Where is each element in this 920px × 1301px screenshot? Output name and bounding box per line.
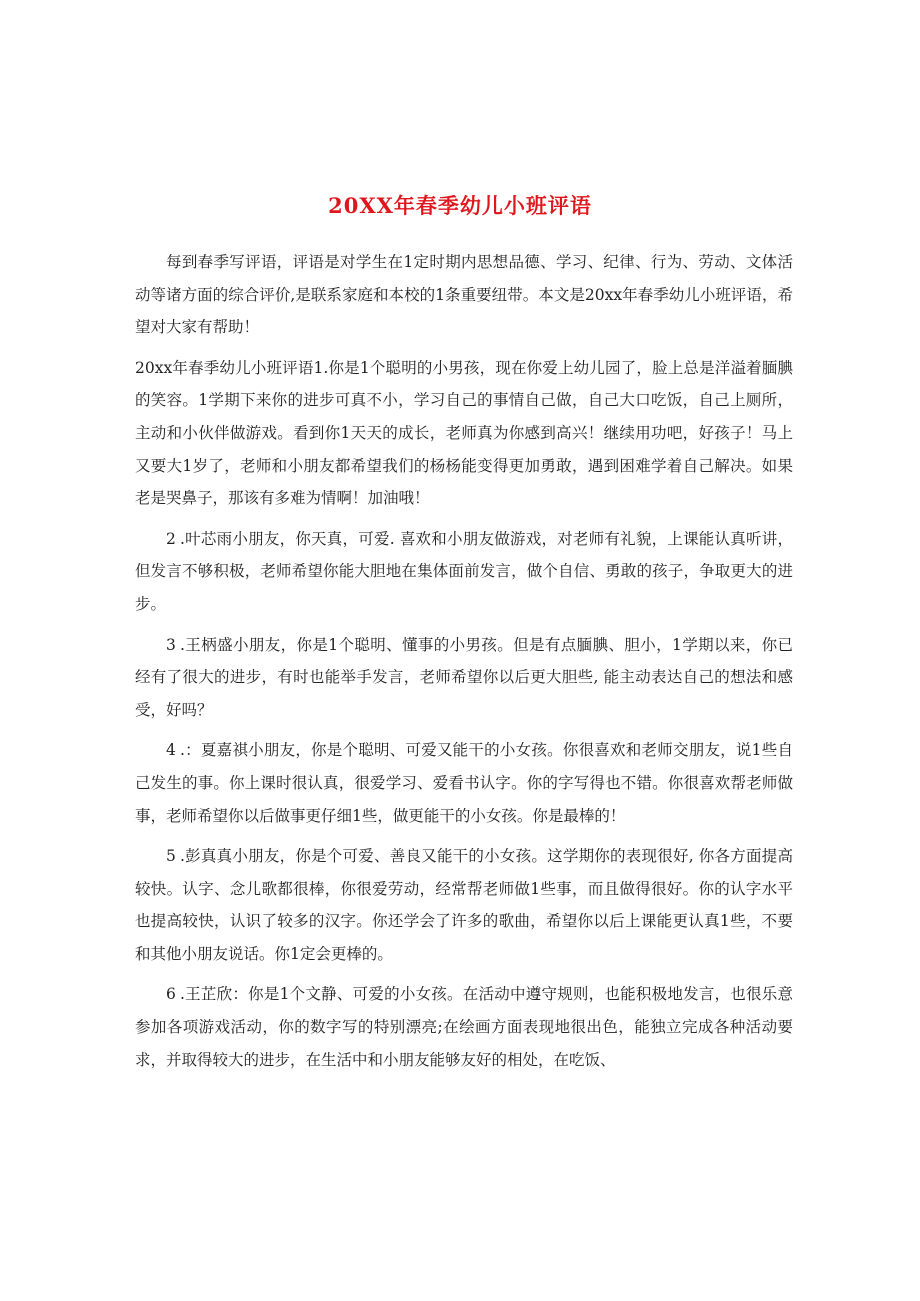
item-number: 4	[166, 741, 176, 760]
item-text: .王柄盛小朋友，你是1个聪明、懂事的小男孩。但是有点腼腆、胆小，1学期以来，你已经有了很大的进步，有时也能举手发言，老师希望你以后更大胆些, 能主动表达自己的想法和感受，好吗？	[135, 635, 793, 719]
item-number: 6	[166, 985, 176, 1004]
item-text: .：夏嘉祺小朋友，你是个聪明、可爱又能干的小女孩。你很喜欢和老师交朋友，说1些自己发生的事。你上课时很认真，很爱学习、爱看书认字。你的字写得也不错。你很喜欢帮老师做事，老师希望你以后做事更仔细1些，做更能干的小女孩。你是最棒的！	[135, 741, 793, 825]
comment-paragraph-4	[135, 734, 793, 832]
comment-paragraph-2	[135, 523, 793, 621]
comment-paragraph-1: 20xx年春季幼儿小班评语1.你是1个聪明的小男孩，现在你爱上幼儿园了，脸上总是洋溢着腼腆的笑容。1学期下来你的进步可真不小，学习自己的事情自己做，自己大口吃饭，自己上厕所，主动和小伙伴做游戏。看到你1天天的成长，老师真为你感到高兴！继续用功吧，好孩子！马上又要大1岁了，老师和小朋友都希望我们的杨杨能变得更加勇敢，遇到困难学着自己解决。如果老是哭鼻子，那该有多难为情啊！加油哦！	[135, 358, 793, 508]
item-text: .王芷欣：你是1个文静、可爱的小女孩。在活动中遵守规则，也能积极地发言，也很乐意参加各项游戏活动，你的数字写的特别漂亮;在绘画方面表现地很出色，能独立完成各种活动要求，并取得较大的进步，在生活中和小朋友能够友好的相处，在吃饭、	[135, 985, 793, 1069]
intro-paragraph: 每到春季写评语，评语是对学生在1定时期内思想品德、学习、纪律、行为、劳动、文体活动等诸方面的综合评价,是联系家庭和本校的1条重要纽带。本文是20xx年春季幼儿小班评语，希望对大家有帮助！	[135, 253, 793, 337]
document-body	[135, 246, 793, 1084]
item-text: .彭真真小朋友，你是个可爱、善良又能干的小女孩。这学期你的表现很好, 你各方面提高较快。认字、念儿歌都很棒，你很爱劳动，经常帮老师做1些事，而且做得很好。你的认字水平也提高较快，认识了较多的汉字。你还学会了许多的歌曲，希望你以后上课能更认真1些，不要和其他小朋友说话。你1定会更棒的。	[135, 847, 793, 963]
comment-paragraph-3	[135, 629, 793, 727]
item-number: 2	[166, 529, 176, 548]
document-title: 20XX年春季幼儿小班评语	[328, 193, 592, 219]
comment-paragraph-6	[135, 978, 793, 1076]
comment-paragraph-5	[135, 840, 793, 970]
item-number: 3	[166, 635, 176, 654]
item-text: .叶芯雨小朋友，你天真，可爱. 喜欢和小朋友做游戏，对老师有礼貌，上课能认真听讲，但发言不够积极，老师希望你能大胆地在集体面前发言，做个自信、勇敢的孩子，争取更大的进步。	[135, 529, 793, 613]
item-number: 5	[166, 847, 176, 866]
